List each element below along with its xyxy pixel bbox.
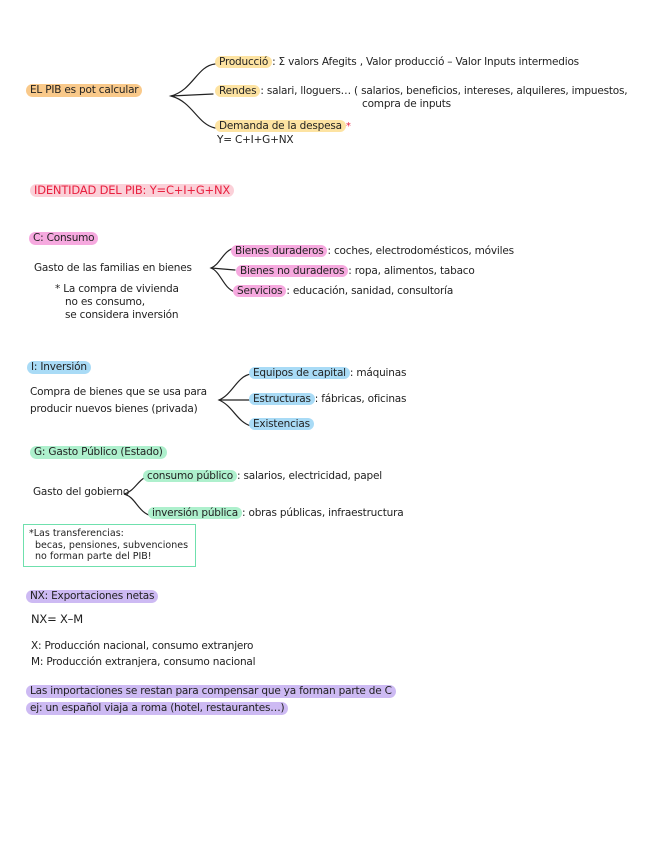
inversio-item-2-term: Estructuras <box>249 393 315 405</box>
consum-note-1: * La compra de vivienda <box>55 283 179 295</box>
transferencias-note-3: no forman parte del PIB! <box>35 551 152 562</box>
pib-brace <box>167 62 217 132</box>
produccio-term: Producció <box>215 56 272 68</box>
gasto-label: Gasto del gobierno <box>33 486 130 498</box>
inversio-item-1-term: Equipos de capital <box>249 367 350 379</box>
nx-example: ej: un español viaja a roma (hotel, restaurantes…) <box>26 702 288 715</box>
gasto-item-2-term: inversión pública <box>148 507 242 519</box>
transferencias-note-2: becas, pensiones, subvenciones <box>35 539 189 551</box>
inversio-item-3 <box>249 418 314 431</box>
consum-item-3-text: : educación, sanidad, consultoría <box>286 285 454 297</box>
demanda-line <box>215 120 351 133</box>
gasto-item-1 <box>143 470 382 483</box>
inversio-item-1 <box>249 367 406 380</box>
gasto-item-2-text: : obras públicas, infraestructura <box>242 507 404 519</box>
consum-note-3: se considera inversión <box>65 309 179 321</box>
rendes-term: Rendes <box>215 85 260 97</box>
inversio-label-1: Compra de bienes que se usa para <box>30 386 207 398</box>
consum-item-1-text: : coches, electrodomésticos, móviles <box>327 245 514 257</box>
consum-note-2: no es consumo, <box>65 296 145 308</box>
rendes-line <box>215 85 627 98</box>
nx-import-note: Las importaciones se restan para compensar que ya forman parte de C <box>26 685 396 698</box>
gasto-item-2 <box>148 507 403 520</box>
gasto-title: G: Gasto Público (Estado) <box>30 446 167 459</box>
consum-item-3 <box>233 285 453 298</box>
consum-item-1-term: Bienes duraderos <box>231 245 327 257</box>
gasto-item-1-text: : salarios, electricidad, papel <box>236 470 382 482</box>
transferencias-box <box>23 524 196 567</box>
inversio-item-2 <box>249 393 406 406</box>
inversio-label-2: producir nuevos bienes (privada) <box>30 403 198 415</box>
rendes-text-2: compra de inputs <box>362 98 451 110</box>
consum-title: C: Consumo <box>29 232 98 245</box>
demanda-star: * <box>345 121 351 132</box>
nx-m-line: M: Producción extranjera, consumo nacional <box>31 656 256 668</box>
consum-item-3-term: Servicios <box>233 285 286 297</box>
nx-x-line: X: Producción nacional, consumo extranjero <box>31 640 254 652</box>
consum-item-2-term: Bienes no duraderos <box>236 265 348 277</box>
consum-item-2-text: : ropa, alimentos, tabaco <box>348 265 475 277</box>
nx-formula: NX= X–M <box>31 612 83 626</box>
demanda-term: Demanda de la despesa <box>215 120 346 132</box>
inversio-item-1-text: : máquinas <box>349 367 407 379</box>
pib-label: EL PIB es pot calcular <box>26 84 142 97</box>
consum-item-2 <box>236 265 475 278</box>
inversio-item-3-term: Existencias <box>249 418 314 430</box>
identitat-pib: IDENTIDAD DEL PIB: Y=C+I+G+NX <box>30 184 234 197</box>
demanda-formula: Y= C+I+G+NX <box>217 134 294 146</box>
nx-title: NX: Exportaciones netas <box>26 590 158 603</box>
inversio-title: I: Inversión <box>27 361 91 374</box>
inversio-item-2-text: : fábricas, oficinas <box>314 393 407 405</box>
produccio-line <box>215 56 579 69</box>
gasto-item-1-term: consumo público <box>143 470 237 482</box>
consum-label: Gasto de las familias en bienes <box>34 262 192 274</box>
rendes-text: : salari, lloguers… ( salarios, beneficios, intereses, alquileres, impuestos, <box>260 85 628 97</box>
produccio-text: : Σ valors Afegits , Valor producció – Valor Inputs intermedios <box>272 56 579 68</box>
transferencias-note-1: *Las transferencias: <box>29 528 124 539</box>
consum-item-1 <box>231 245 514 258</box>
